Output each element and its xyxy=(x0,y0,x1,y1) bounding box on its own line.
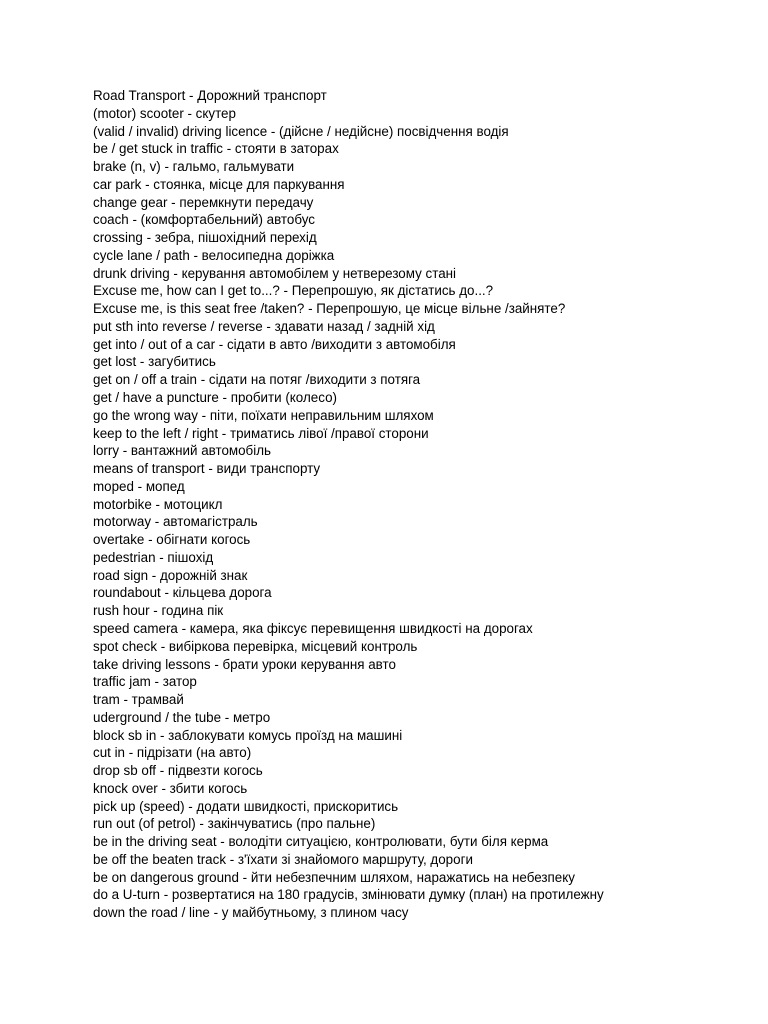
vocabulary-entry: lorry - вантажний автомобіль xyxy=(93,443,271,459)
vocabulary-entry: take driving lessons - брати уроки керування авто xyxy=(93,656,396,672)
page-title: Road Transport - Дорожний транспорт xyxy=(93,88,327,103)
vocabulary-entry: motorway - автомагістраль xyxy=(93,514,258,530)
vocabulary-entry: pick up (speed) - додати швидкості, прискоритись xyxy=(93,798,399,814)
vocabulary-entry: be off the beaten track - з'їхати зі знайомого маршруту, дороги xyxy=(93,851,473,867)
vocabulary-entry: rush hour - година пік xyxy=(93,603,224,619)
vocabulary-entry: Excuse me, is this seat free /taken? - Перепрошую, це місце вільне /зайняте? xyxy=(93,301,566,317)
vocabulary-entry: uderground / the tube - метро xyxy=(93,709,271,725)
vocabulary-entry: be in the driving seat - володіти ситуацією, контролювати, бути біля керма xyxy=(93,834,549,850)
vocabulary-entry: overtake - обігнати когось xyxy=(93,532,251,548)
vocabulary-entry: traffic jam - затор xyxy=(93,674,197,690)
vocabulary-entry: (valid / invalid) driving licence - (дійсне / недійсне) посвідчення водія xyxy=(93,123,509,139)
vocabulary-entry: means of transport - види транспорту xyxy=(93,461,321,477)
vocabulary-entry: be on dangerous ground - йти небезпечним шляхом, наражатись на небезпеку xyxy=(93,869,575,885)
vocabulary-entry: get into / out of a car - сідати в авто /виходити з автомобіля xyxy=(93,336,456,352)
vocabulary-entry: drunk driving - керування автомобілем у нетверезому стані xyxy=(93,265,457,281)
vocabulary-entry: motorbike - мотоцикл xyxy=(93,496,223,512)
vocabulary-entry: change gear - перемкнути передачу xyxy=(93,194,314,210)
vocabulary-entry: down the road / line - у майбутньому, з плином часу xyxy=(93,905,409,921)
vocabulary-entry: roundabout - кільцева дорога xyxy=(93,585,272,601)
vocabulary-entry: drop sb off - підвезти когось xyxy=(93,763,263,779)
vocabulary-list xyxy=(93,87,753,922)
vocabulary-entry: keep to the left / right - триматись лівої /правої сторони xyxy=(93,425,429,441)
vocabulary-entry: put sth into reverse / reverse - здавати назад / задній хід xyxy=(93,318,435,334)
vocabulary-entry: knock over - збити когось xyxy=(93,780,248,796)
vocabulary-entry: get / have a puncture - пробити (колесо) xyxy=(93,390,337,406)
vocabulary-entry: run out (of petrol) - закінчуватись (про пальне) xyxy=(93,816,376,832)
vocabulary-entry: speed camera - камера, яка фіксує перевищення швидкості на дорогах xyxy=(93,620,533,636)
vocabulary-entry: moped - мопед xyxy=(93,478,185,494)
vocabulary-entry: (motor) scooter - скутер xyxy=(93,105,236,121)
vocabulary-entry: brake (n, v) - гальмо, гальмувати xyxy=(93,159,295,175)
vocabulary-entry: get on / off a train - сідати на потяг /виходити з потяга xyxy=(93,372,421,388)
vocabulary-entry: cut in - підрізати (на авто) xyxy=(93,745,252,761)
vocabulary-entry: road sign - дорожній знак xyxy=(93,567,248,583)
vocabulary-entry: tram - трамвай xyxy=(93,692,184,708)
vocabulary-entry: block sb in - заблокувати комусь проїзд на машині xyxy=(93,727,403,743)
vocabulary-entry: do a U-turn - розвертатися на 180 градусів, змінювати думку (план) на протилежну xyxy=(93,887,604,903)
vocabulary-entry: get lost - загубитись xyxy=(93,354,216,370)
vocabulary-entry: coach - (комфортабельний) автобус xyxy=(93,212,315,228)
vocabulary-entry: pedestrian - пішохід xyxy=(93,549,214,565)
vocabulary-entry: spot check - вибіркова перевірка, місцевий контроль xyxy=(93,638,418,654)
vocabulary-entry: cycle lane / path - велосипедна доріжка xyxy=(93,247,335,263)
vocabulary-entry: go the wrong way - піти, поїхати неправильним шляхом xyxy=(93,407,434,423)
vocabulary-entry: car park - стоянка, місце для паркування xyxy=(93,176,345,192)
vocabulary-entry: Excuse me, how can I get to...? - Перепрошую, як дістатись до...? xyxy=(93,283,494,299)
vocabulary-entry: crossing - зебра, пішохідний перехід xyxy=(93,230,317,246)
vocabulary-entry: be / get stuck in traffic - стояти в заторах xyxy=(93,141,339,157)
